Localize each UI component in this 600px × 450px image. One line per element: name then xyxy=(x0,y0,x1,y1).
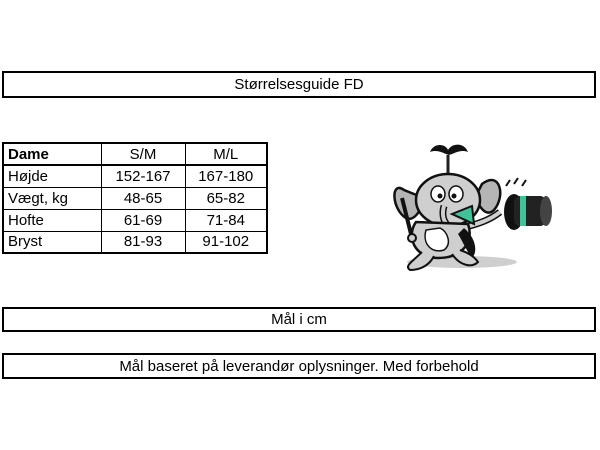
table-row xyxy=(3,165,267,187)
table-cell: 81-93 xyxy=(101,231,185,253)
table-cell: 61-69 xyxy=(101,209,185,231)
size-table xyxy=(2,142,268,254)
unit-note: Mål i cm xyxy=(271,311,327,328)
table-cell: 65-82 xyxy=(185,187,267,209)
table-cell: 152-167 xyxy=(101,165,185,187)
guide-title: Størrelsesguide FD xyxy=(234,76,364,93)
table-row xyxy=(3,209,267,231)
table-cell: 167-180 xyxy=(185,165,267,187)
table-cell: 71-84 xyxy=(185,209,267,231)
elephant-magician-icon xyxy=(382,140,557,275)
header-cell: Dame xyxy=(3,143,101,165)
row-label: Vægt, kg xyxy=(3,187,101,209)
unit-note-box xyxy=(2,307,596,332)
size-table-header xyxy=(3,143,267,165)
header-cell: S/M xyxy=(101,143,185,165)
row-label: Hofte xyxy=(3,209,101,231)
table-cell: 48-65 xyxy=(101,187,185,209)
row-label: Bryst xyxy=(3,231,101,253)
table-row xyxy=(3,187,267,209)
row-label: Højde xyxy=(3,165,101,187)
title-box xyxy=(2,71,596,98)
disclaimer-box xyxy=(2,353,596,379)
table-cell: 91-102 xyxy=(185,231,267,253)
disclaimer-text: Mål baseret på leverandør oplysninger. Med forbehold xyxy=(119,357,479,375)
table-row xyxy=(3,231,267,253)
header-cell: M/L xyxy=(185,143,267,165)
